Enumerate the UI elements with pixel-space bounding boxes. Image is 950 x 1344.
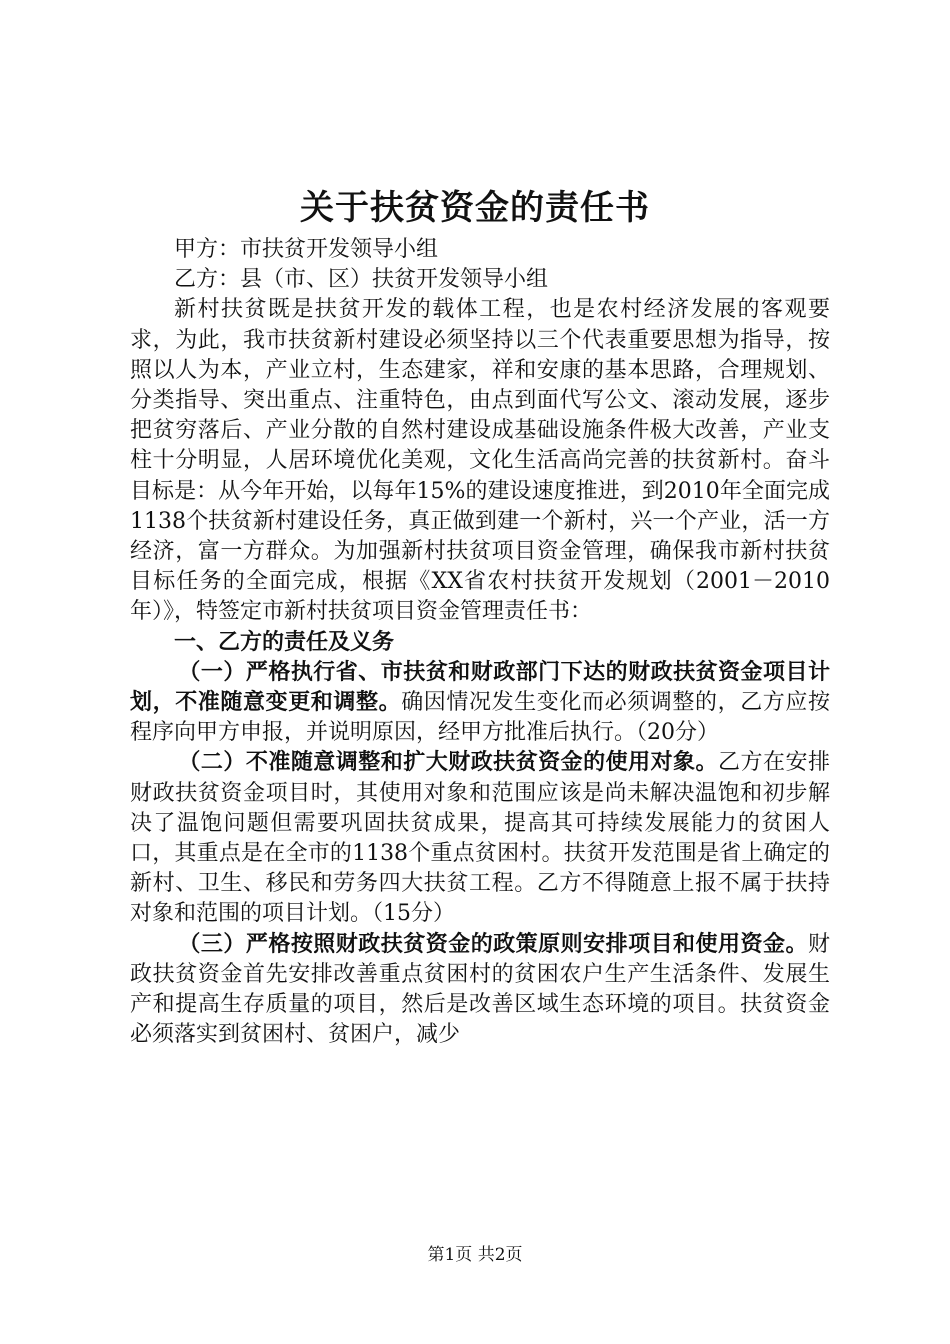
clause-paragraph-2 [130, 748, 830, 929]
clause-paragraph-1 [130, 658, 830, 749]
clause-paragraph-3 [130, 930, 830, 1051]
clause-3-bold: （三）严格按照财政扶贫资金的政策原则安排项目和使用资金。 [178, 931, 808, 957]
document-body [130, 235, 830, 1050]
clause-1-bold: （一）严格执行省、市扶贫和财政部门下达的财政扶贫资金项目计划，不准随意变更和调整。 [130, 659, 830, 716]
page-footer: 第1页 共2页 [427, 1245, 523, 1265]
document-title: 关于扶贫资金的责任书 [300, 188, 650, 228]
clause-1-text: 确因情况发生变化而必须调整的，乙方应按程序向甲方申报，并说明原因，经甲方批准后执行。（20分） [130, 690, 830, 746]
intro-paragraph: 新村扶贫既是扶贫开发的载体工程，也是农村经济发展的客观要求，为此，我市扶贫新村建设必须坚持以三个代表重要思想为指导，按照以人为本，产业立村，生态建家，祥和安康的基本思路，合理规划、分类指导、突出重点、注重特色，由点到面代写公文、滚动发展，逐步把贫穷落后、产业分散的自然村建设成基础设施条件极大改善，产业支柱十分明显，人居环境优化美观，文化生活高尚完善的扶贫新村。奋斗目标是：从今年开始，以每年15%的建设速度推进，到2010年全面完成1138个扶贫新村建设任务，真正做到建一个新村，兴一个产业，活一方经济，富一方群众。为加强新村扶贫项目资金管理，确保我市新村扶贫目标任务的全面完成，根据《XX省农村扶贫开发规划（2001－2010年）》，特签定市新村扶贫项目资金管理责任书： [130, 297, 830, 625]
party-a-line: 甲方：市扶贫开发领导小组 [174, 237, 439, 262]
party-b-line: 乙方：县（市、区）扶贫开发领导小组 [174, 267, 549, 293]
clause-2-text: 乙方在安排财政扶贫资金项目时，其使用对象和范围应该是尚未解决温饱和初步解决了温饱问题但需要巩固扶贫成果，提高其可持续发展能力的贫困人口，其重点是在全市的1138个重点贫困村。扶贫开发范围是省上确定的新村、卫生、移民和劳务四大扶贫工程。乙方不得随意上报不属于扶持对象和范围的项目计划。（15分） [130, 750, 830, 927]
clause-2-bold: （二）不准随意调整和扩大财政扶贫资金的使用对象。 [178, 750, 719, 776]
clause-3-text: 财政扶贫资金首先安排改善重点贫困村的贫困农户生产生活条件、发展生产和提高生存质量的项目，然后是改善区域生态环境的项目。扶贫资金必须落实到贫困村、贫困户，减少 [130, 931, 830, 1048]
section-heading: 一、乙方的责任及义务 [174, 629, 395, 655]
